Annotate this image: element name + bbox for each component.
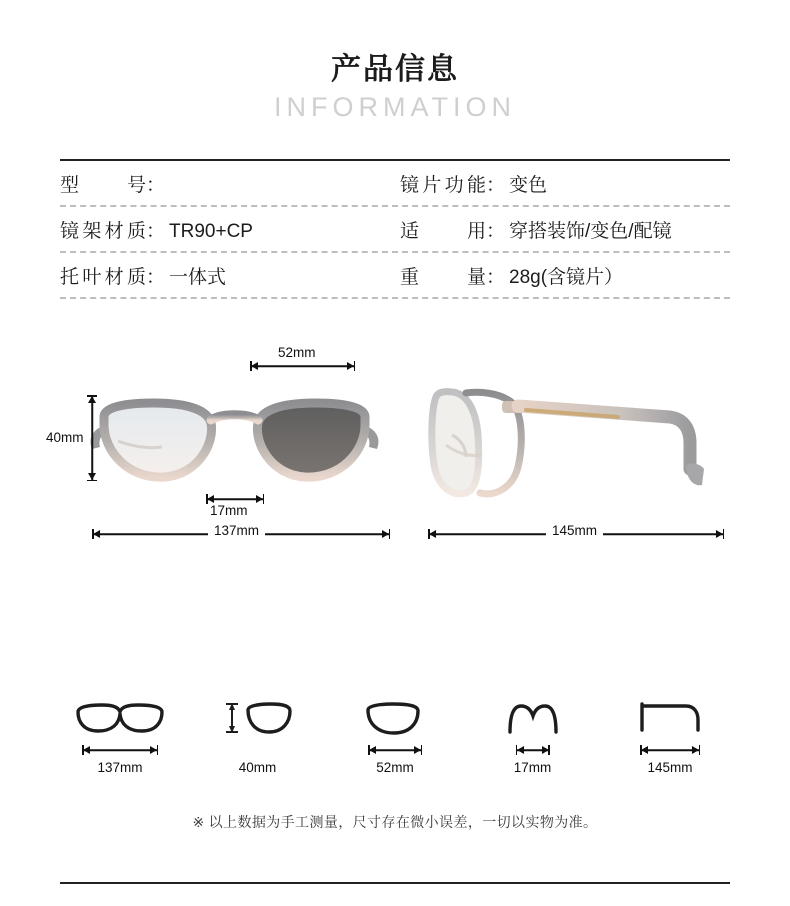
frame-width-dimension <box>82 745 158 755</box>
spec-cell-weight <box>400 262 730 289</box>
front-view-group <box>46 345 388 551</box>
spec-label: 镜片功能 <box>400 174 486 196</box>
page-title-cn: 产品信息 <box>331 53 459 86</box>
lens-width-dimension <box>368 745 422 755</box>
lens-width-label: 52mm <box>274 345 320 360</box>
temple-length-label: 145mm <box>546 523 603 538</box>
footnote-text: 以上数据为手工测量，尺寸存在微小误差，一切以实物为准。 <box>208 814 598 830</box>
lens-width-icon <box>360 690 430 738</box>
bottom-rule <box>60 882 730 884</box>
spec-row <box>60 253 730 297</box>
spec-colon: ： <box>146 174 166 196</box>
spec-value: 一体式 <box>169 266 227 288</box>
glasses-side-illustration <box>418 373 728 533</box>
measurement-item-lens-width <box>335 690 455 775</box>
spec-row <box>60 207 730 251</box>
spec-cell-frame-material <box>60 216 400 243</box>
spec-cell-lens-function <box>400 170 730 197</box>
temple-length-dimension <box>640 745 700 755</box>
spec-divider <box>60 297 730 299</box>
side-view-group <box>418 351 728 551</box>
spec-table <box>60 159 730 299</box>
spec-label: 重量 <box>400 266 486 288</box>
spec-value: 28g(含镜片） <box>509 266 624 288</box>
measurement-icon-row <box>60 690 730 775</box>
measurement-label: 137mm <box>97 760 143 775</box>
measurement-item-bridge-width <box>473 690 593 775</box>
spec-value: 变色 <box>509 174 548 196</box>
spec-colon: ： <box>146 266 166 288</box>
measurement-label: 52mm <box>376 760 414 775</box>
spec-cell-usage <box>400 216 730 243</box>
spec-label: 型号 <box>60 174 146 196</box>
frame-height-dimension <box>87 395 97 481</box>
measurement-label: 17mm <box>513 760 552 775</box>
frame-height-icon <box>218 690 298 738</box>
frame-front-icon <box>72 690 168 738</box>
spec-colon: ： <box>486 174 506 196</box>
page-title-en: INFORMATION <box>274 92 516 122</box>
spec-row <box>60 161 730 205</box>
spec-label: 托叶材质 <box>60 266 146 288</box>
footnote <box>0 812 790 832</box>
bridge-width-dimension <box>516 745 550 755</box>
measurement-item-frame-width <box>60 690 180 775</box>
spec-colon: ： <box>486 266 506 288</box>
lens-width-dimension <box>250 361 355 371</box>
frame-total-width-label: 137mm <box>208 523 265 538</box>
measurement-label: 40mm <box>238 760 277 775</box>
product-diagram <box>0 345 790 581</box>
bridge-width-label: 17mm <box>210 503 248 518</box>
spec-colon: ： <box>486 220 506 242</box>
spec-value: TR90+CP <box>169 220 253 242</box>
asterisk-icon: ※ <box>192 814 205 830</box>
bridge-width-icon <box>502 690 564 738</box>
frame-height-label: 40mm <box>46 430 84 445</box>
spec-label: 适用 <box>400 220 486 242</box>
spec-colon: ： <box>146 220 166 242</box>
spec-value: 穿搭装饰/变色/配镜 <box>509 220 672 242</box>
measurement-label: 145mm <box>647 760 693 775</box>
measurement-item-frame-height <box>198 690 318 775</box>
temple-length-icon <box>634 690 706 738</box>
page-header <box>0 0 790 123</box>
spec-cell-nosepad-material <box>60 262 400 289</box>
spec-cell-model <box>60 170 400 197</box>
measurement-item-temple-length <box>610 690 730 775</box>
spec-label: 镜架材质 <box>60 220 146 242</box>
